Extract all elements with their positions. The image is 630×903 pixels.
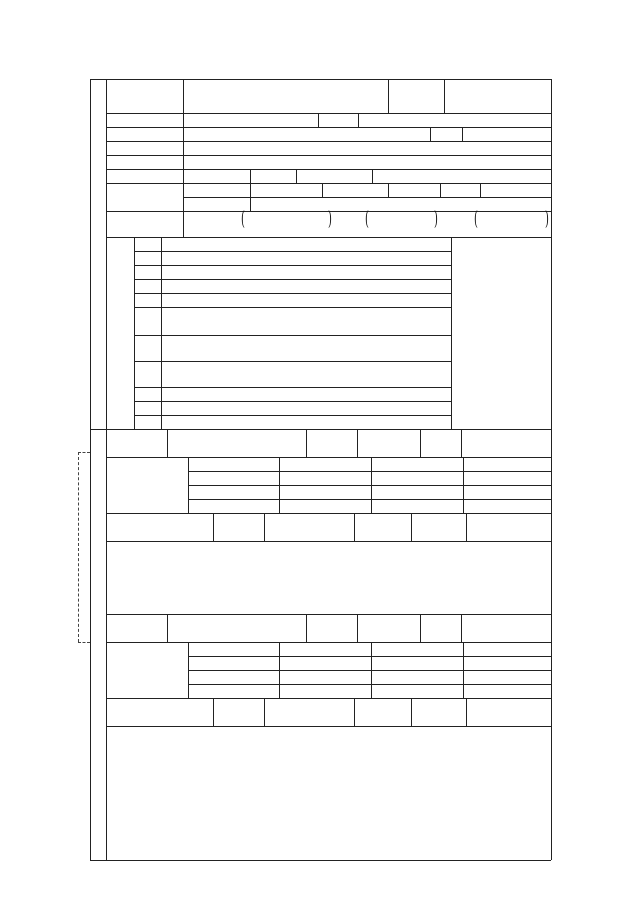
withholding-box-top	[78, 452, 90, 453]
rule-line	[354, 513, 355, 541]
rule-line	[106, 726, 551, 727]
rule-line	[306, 429, 307, 457]
month-col-line	[279, 457, 280, 513]
rule-line	[183, 197, 551, 198]
rule-line	[183, 155, 184, 237]
rule-line	[296, 169, 297, 183]
withholding-box-bottom	[78, 642, 90, 643]
rule-line	[440, 183, 441, 197]
month-col-line	[279, 642, 280, 698]
reason-row-line	[134, 361, 451, 362]
rule-line	[106, 113, 551, 114]
reason-row-line	[134, 415, 451, 416]
rule-line	[411, 513, 412, 541]
rule-line	[188, 656, 551, 657]
rule-line	[106, 169, 551, 170]
rule-line	[388, 79, 389, 113]
rule-line	[106, 698, 551, 699]
rule-line	[551, 429, 552, 860]
rule-line	[451, 237, 452, 429]
rule-line	[322, 183, 323, 197]
rule-line	[306, 614, 307, 642]
bracket-close: )	[327, 206, 332, 230]
column-divider	[106, 79, 107, 429]
rule-line	[430, 127, 431, 141]
reason-row-line	[134, 279, 451, 280]
rule-line	[106, 457, 551, 458]
rule-line	[106, 183, 551, 184]
rule-line	[264, 698, 265, 726]
rule-line	[106, 614, 551, 615]
reason-row-line	[134, 293, 451, 294]
rule-line	[420, 614, 421, 642]
rule-line	[106, 513, 551, 514]
reason-num-divider	[161, 237, 162, 429]
rule-line	[411, 698, 412, 726]
rule-line	[372, 169, 373, 183]
reason-row-line	[134, 387, 451, 388]
bracket-open: (	[473, 206, 478, 230]
rule-line	[354, 698, 355, 726]
reason-row-line	[134, 429, 451, 430]
rule-line	[90, 860, 551, 861]
rule-line	[188, 642, 189, 698]
rule-line	[461, 614, 462, 642]
rule-line	[357, 614, 358, 642]
rule-line	[213, 513, 214, 541]
rule-line	[213, 698, 214, 726]
rule-line	[466, 513, 467, 541]
rule-line	[183, 127, 551, 128]
rule-line	[462, 127, 463, 141]
rule-line	[183, 79, 184, 113]
rule-line	[318, 113, 319, 127]
rule-line	[188, 684, 551, 685]
rule-line	[388, 183, 389, 197]
month-col-line	[371, 642, 372, 698]
rule-line	[551, 79, 552, 429]
month-col-line	[371, 457, 372, 513]
rule-line	[167, 429, 168, 457]
rule-line	[188, 471, 551, 472]
reason-row-line	[134, 251, 451, 252]
reason-row-line	[134, 335, 451, 336]
rule-line	[358, 113, 359, 127]
rule-line	[106, 237, 551, 238]
rule-line	[188, 457, 189, 513]
reason-row-line	[134, 307, 451, 308]
month-col-line	[463, 642, 464, 698]
rule-line	[106, 642, 551, 643]
reason-row-line	[134, 265, 451, 266]
rule-line	[250, 169, 251, 183]
rule-line	[357, 429, 358, 457]
rule-line	[106, 155, 551, 156]
rule-line	[90, 79, 91, 429]
rule-line	[188, 670, 551, 671]
rule-line	[420, 429, 421, 457]
bracket-open: (	[240, 206, 245, 230]
rule-line	[480, 183, 481, 197]
bracket-close: )	[433, 206, 438, 230]
reason-row-line	[134, 401, 451, 402]
bracket-open: (	[364, 206, 369, 230]
rule-line	[264, 513, 265, 541]
withholding-box-left	[78, 452, 79, 642]
rule-line	[188, 499, 551, 500]
rule-line	[90, 429, 91, 860]
rule-line	[444, 79, 445, 113]
rule-line	[106, 141, 551, 142]
rule-line	[461, 429, 462, 457]
month-col-line	[463, 457, 464, 513]
rule-line	[106, 541, 551, 542]
rule-line	[167, 614, 168, 642]
rule-line	[466, 698, 467, 726]
rule-line	[90, 79, 551, 80]
rule-line	[183, 141, 184, 155]
bracket-close: )	[544, 206, 549, 230]
rule-line	[188, 485, 551, 486]
income-label-divider	[106, 429, 107, 860]
